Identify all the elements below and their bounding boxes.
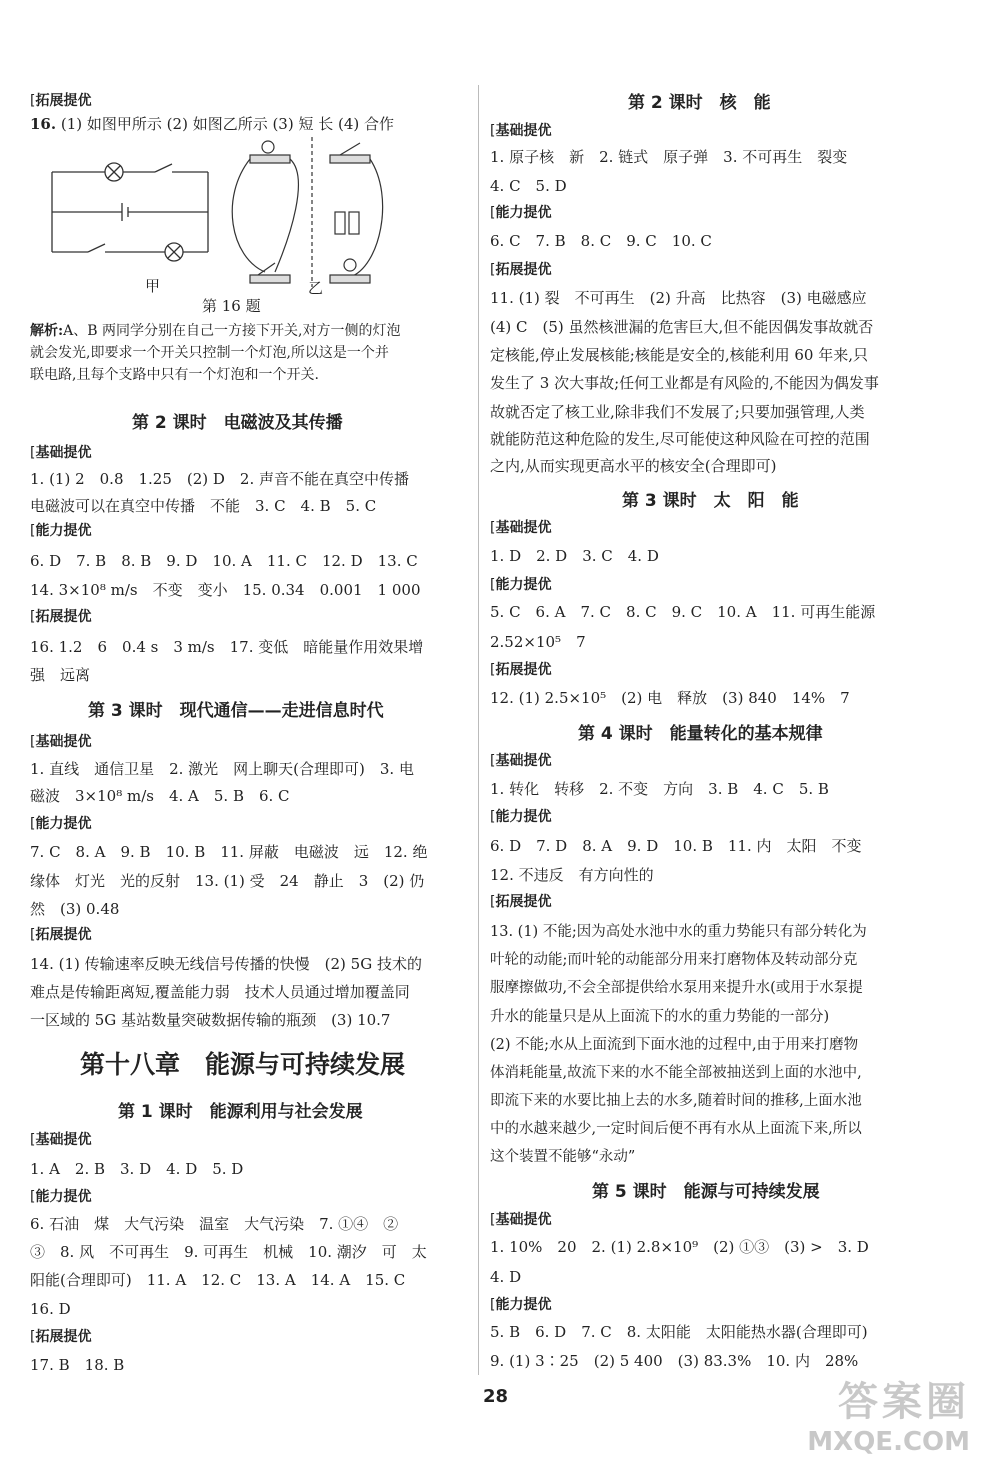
section-tag: [ 能力提优 <box>30 522 91 540</box>
answer-line: 一区域的 5G 基站数量突破数据传输的瓶颈 (3) 10.7 <box>30 1011 391 1029</box>
answer-line: 即流下来的水要比抽上去的水多,随着时间的推移,上面水池 <box>490 1093 862 1109</box>
section-heading: 第 2 课时 电磁波及其传播 <box>132 413 343 433</box>
figure-label-a: 甲 <box>145 277 161 295</box>
answer-line: 电磁波可以在真空中传播 不能 3. C 4. B 5. C <box>30 497 377 515</box>
answer-line: 升水的能量只是从上面流下的水的重力势能的一部分) <box>490 1009 830 1025</box>
answer-line: 磁波 3×10⁸ m/s 4. A 5. B 6. C <box>30 787 290 805</box>
answer-line: 缘体 灯光 光的反射 13. (1) 受 24 静止 3 (2) 仍 <box>30 872 425 890</box>
circuit-diagram-a <box>52 163 208 261</box>
answer-line <box>30 114 394 134</box>
section-tag: [ 能力提优 <box>490 576 551 594</box>
section-heading: 第 3 课时 太 阳 能 <box>622 491 799 511</box>
circuit-figure <box>50 137 390 317</box>
analysis-line: 联电路,且每个支路中只有一个灯泡和一个开关. <box>30 367 319 383</box>
section-tag: [ 能力提优 <box>490 808 551 826</box>
answer-line: 1. (1) 2 0.8 1.25 (2) D 2. 声音不能在真空中传播 <box>30 470 410 488</box>
answer-line: 4. C 5. D <box>490 177 567 195</box>
section-tag: [ 能力提优 <box>30 1188 91 1206</box>
question-number: 16. <box>30 115 57 133</box>
answer-line: 5. C 6. A 7. C 8. C 9. C 10. A 11. 可再生能源 <box>490 603 876 621</box>
answer-line: 6. 石油 煤 大气污染 温室 大气污染 7. ①④ ② <box>30 1215 399 1233</box>
section-tag: [ 拓展提优 <box>30 92 91 110</box>
answer-line: 叶轮的动能;而叶轮的动能部分用来打磨物体及转动部分克 <box>490 952 858 968</box>
section-tag: [ 基础提优 <box>30 444 91 462</box>
section-tag: [ 能力提优 <box>30 815 91 833</box>
answer-line: 这个装置不能够“永动” <box>490 1149 636 1165</box>
watermark-logo-text: 答案圈 <box>838 1379 970 1425</box>
answer-line: 服摩擦做功,不会全部提供给水泵用来提升水(或用于水泵提 <box>490 980 863 996</box>
answer-line: 6. D 7. B 8. B 9. D 10. A 11. C 12. D 13. C <box>30 552 418 570</box>
section-tag: [ 基础提优 <box>490 519 551 537</box>
answer-line: 难点是传输距离短,覆盖能力弱 技术人员通过增加覆盖同 <box>30 983 410 1001</box>
answer-line: 7. C 8. A 9. B 10. B 11. 屏蔽 电磁波 远 12. 绝 <box>30 843 428 861</box>
section-heading: 第 2 课时 核 能 <box>628 93 771 113</box>
figure-caption: 第 16 题 <box>202 297 261 315</box>
answer-line: 4. D <box>490 1268 522 1286</box>
answer-line: ③ 8. 风 不可再生 9. 可再生 机械 10. 潮汐 可 太 <box>30 1243 427 1261</box>
answer-line: 9. (1) 3∶25 (2) 5 400 (3) 83.3% 10. 内 28% <box>490 1352 859 1370</box>
analysis-line <box>30 321 400 341</box>
section-tag: [ 拓展提优 <box>490 661 551 679</box>
analysis-label: 解析: <box>30 323 64 339</box>
answer-line: 故就否定了核工业,除非我们不发展了;只要加强管理,人类 <box>490 403 865 421</box>
section-tag: [ 拓展提优 <box>490 893 551 911</box>
section-tag: [ 基础提优 <box>490 1211 551 1229</box>
answer-line: 2.52×10⁵ 7 <box>490 633 586 651</box>
section-tag: [ 基础提优 <box>30 1131 91 1149</box>
answer-line: 17. B 18. B <box>30 1356 125 1374</box>
answer-line: 6. D 7. D 8. A 9. D 10. B 11. 内 太阳 不变 <box>490 837 862 855</box>
answer-line: 然 (3) 0.48 <box>30 900 120 918</box>
answer-line: 1. D 2. D 3. C 4. D <box>490 547 659 565</box>
answer-line: 14. 3×10⁸ m/s 不变 变小 15. 0.34 0.001 1 000 <box>30 581 421 599</box>
watermark <box>807 1370 970 1457</box>
section-tag: [ 能力提优 <box>490 204 551 222</box>
answer-line: (4) C (5) 虽然核泄漏的危害巨大,但不能因偶发事故就否 <box>490 318 874 336</box>
watermark-url: MXQE.COM <box>807 1427 970 1457</box>
answer-line: 16. D <box>30 1300 71 1318</box>
answer-line: 发生了 3 次大事故;任何工业都是有风险的,不能因为偶发事 <box>490 374 879 392</box>
figure-label-b: 乙 <box>308 279 324 297</box>
answer-line: 12. (1) 2.5×10⁵ (2) 电 释放 (3) 840 14% 7 <box>490 689 850 707</box>
answer-line: 之内,从而实现更高水平的核安全(合理即可) <box>490 457 777 475</box>
answer-line: 11. (1) 裂 不可再生 (2) 升高 比热容 (3) 电磁感应 <box>490 289 867 307</box>
answer-line: 1. 原子核 新 2. 链式 原子弹 3. 不可再生 裂变 <box>490 148 848 166</box>
answer-line: 体消耗能量,故流下来的水不能全部被抽送到上面的水池中, <box>490 1065 862 1081</box>
answer-line: 阳能(合理即可) 11. A 12. C 13. A 14. A 15. C <box>30 1271 406 1289</box>
answer-line: 1. 转化 转移 2. 不变 方向 3. B 4. C 5. B <box>490 780 829 798</box>
answer-line: 16. 1.2 6 0.4 s 3 m/s 17. 变低 暗能量作用效果增 <box>30 638 424 656</box>
column-divider <box>478 85 479 1375</box>
answer-line: 强 远离 <box>30 666 91 684</box>
section-heading: 第 1 课时 能源利用与社会发展 <box>118 1102 363 1122</box>
answer-line: 5. B 6. D 7. C 8. 太阳能 太阳能热水器(合理即可) <box>490 1323 868 1341</box>
answer-line: 中的水越来越少,一定时间后便不再有水从上面流下来,所以 <box>490 1121 862 1137</box>
section-tag: [ 拓展提优 <box>30 608 91 626</box>
section-tag: [ 基础提优 <box>30 733 91 751</box>
analysis-line: 就会发光,即要求一个开关只控制一个灯泡,所以这是一个并 <box>30 345 389 361</box>
chapter-title: 第十八章 能源与可持续发展 <box>80 1050 406 1079</box>
answer-line: 就能防范这种危险的发生,尽可能使这种风险在可控的范围 <box>490 430 870 448</box>
answer-line: 13. (1) 不能;因为高处水池中水的重力势能只有部分转化为 <box>490 924 867 940</box>
answer-line: 1. A 2. B 3. D 4. D 5. D <box>30 1160 244 1178</box>
section-tag: [ 能力提优 <box>490 1296 551 1314</box>
section-tag: [ 拓展提优 <box>30 1328 91 1346</box>
page-number: 28 <box>483 1386 509 1407</box>
section-heading: 第 3 课时 现代通信——走进信息时代 <box>88 701 384 721</box>
answer-line: 1. 直线 通信卫星 2. 激光 网上聊天(合理即可) 3. 电 <box>30 760 414 778</box>
section-tag: [ 拓展提优 <box>30 926 91 944</box>
section-tag: [ 基础提优 <box>490 122 551 140</box>
answer-line: 12. 不违反 有方向性的 <box>490 866 654 884</box>
circuit-diagram-b <box>232 137 382 287</box>
answer-line: (2) 不能;水从上面流到下面水池的过程中,由于用来打磨物 <box>490 1037 859 1053</box>
answer-line: 1. 10% 20 2. (1) 2.8×10⁹ (2) ①③ (3) > 3. D <box>490 1238 869 1256</box>
section-tag: [ 基础提优 <box>490 752 551 770</box>
section-heading: 第 4 课时 能量转化的基本规律 <box>578 724 823 744</box>
analysis-text: A、B 两同学分别在自己一方接下开关,对方一侧的灯泡 <box>63 323 401 339</box>
answer-line: 6. C 7. B 8. C 9. C 10. C <box>490 232 712 250</box>
answer-line: 定核能,停止发展核能;核能是安全的,核能利用 60 年来,只 <box>490 346 868 364</box>
section-heading: 第 5 课时 能源与可持续发展 <box>592 1182 820 1202</box>
answer-line: 14. (1) 传输速率反映无线信号传播的快慢 (2) 5G 技术的 <box>30 955 422 973</box>
answer-text: (1) 如图甲所示 (2) 如图乙所示 (3) 短 长 (4) 合作 <box>60 115 395 133</box>
section-tag: [ 拓展提优 <box>490 261 551 279</box>
